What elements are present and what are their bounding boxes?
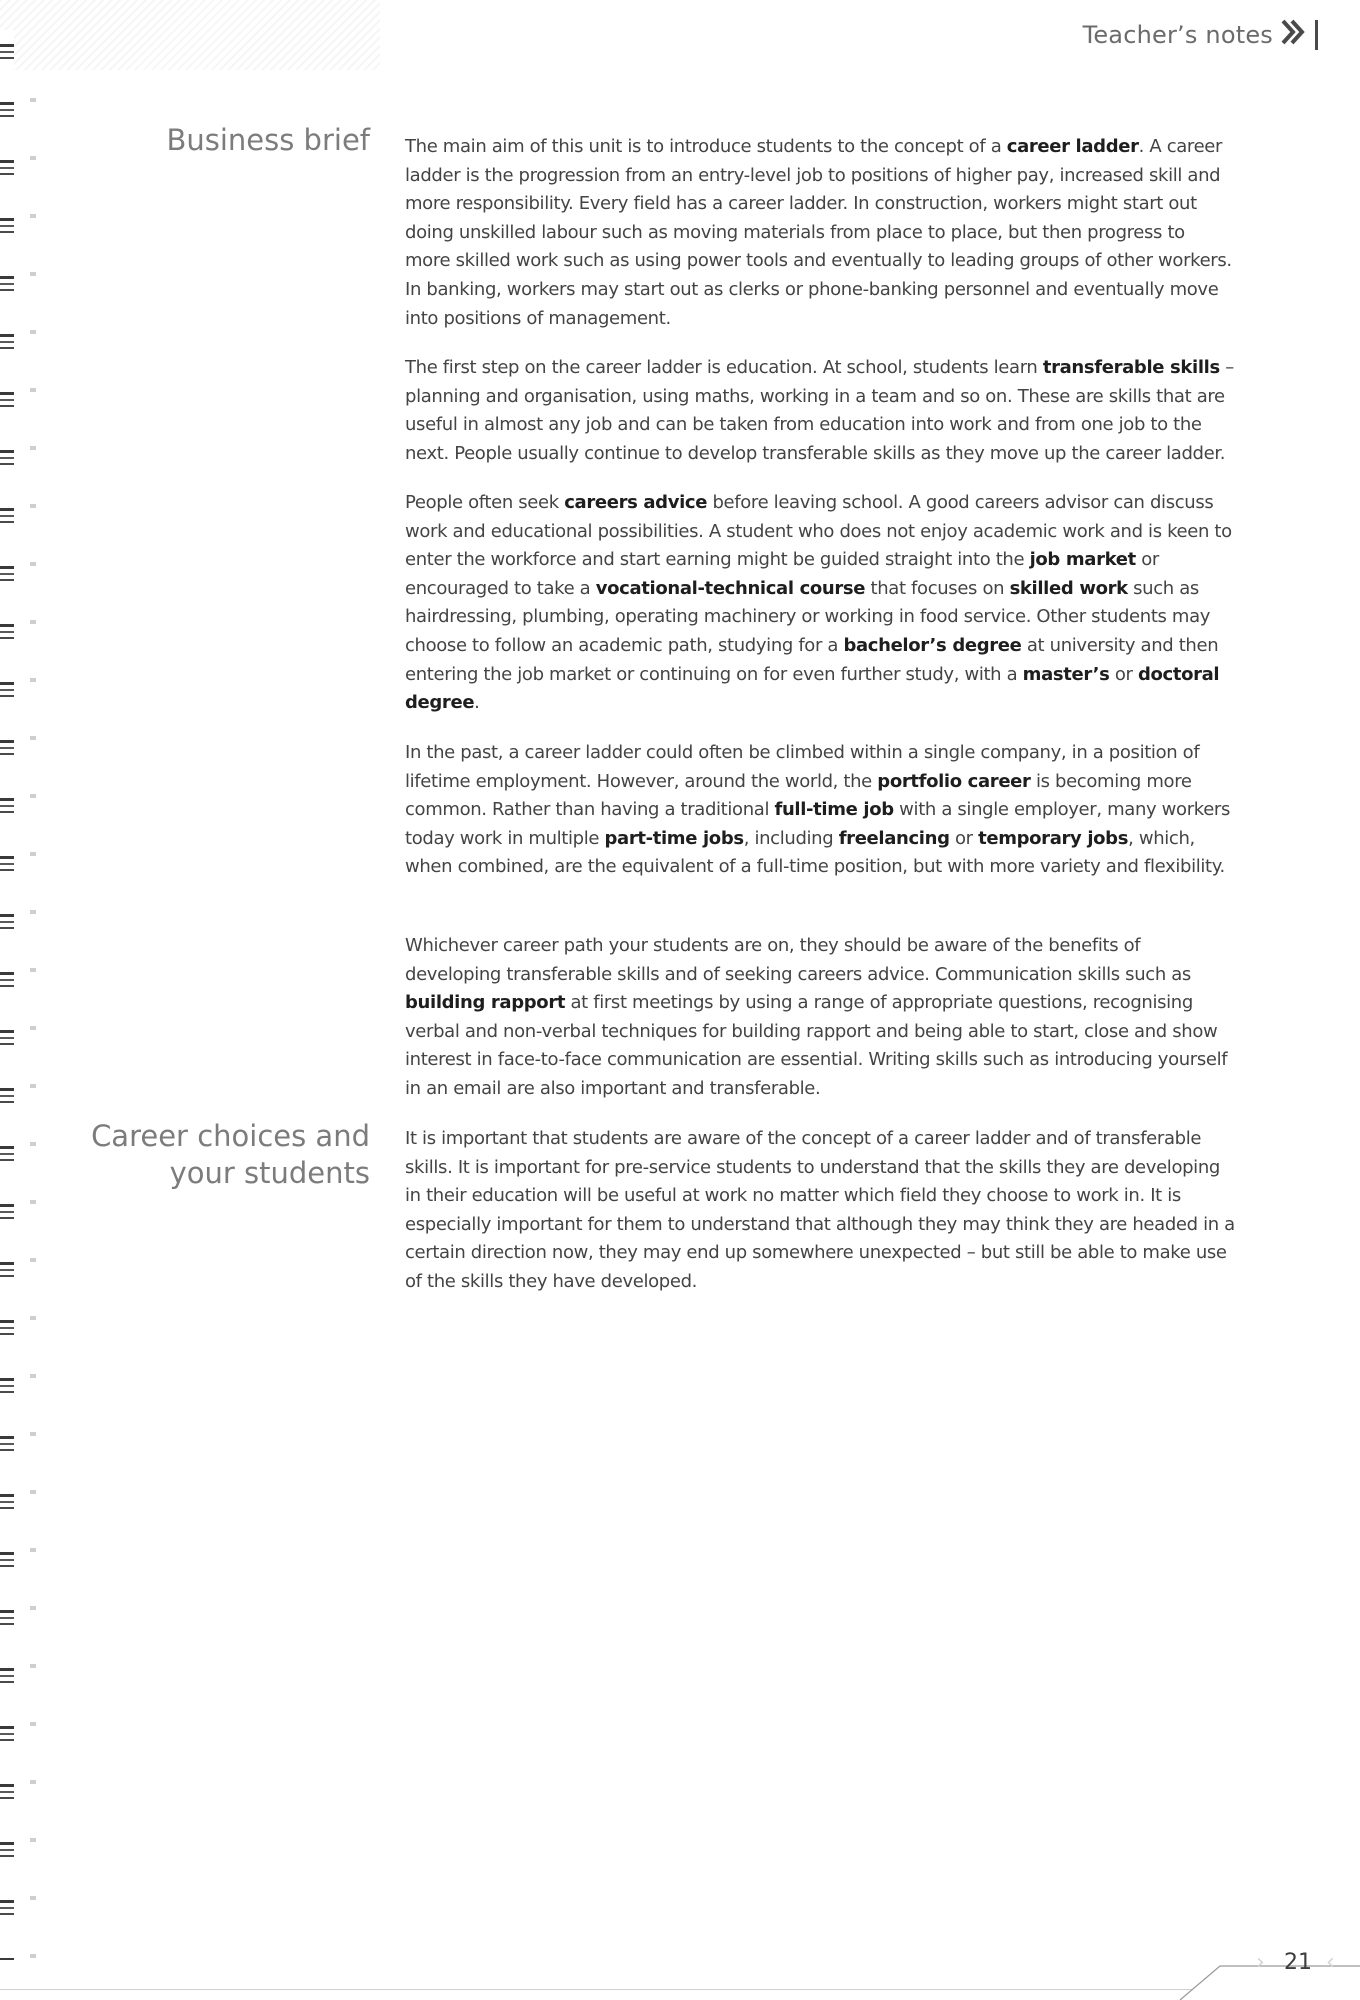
section-heading-line: Business brief — [166, 123, 370, 157]
page-header — [1083, 18, 1318, 51]
text-run: that focuses on — [865, 577, 1010, 599]
text-run: The first step on the career ladder is education. At school, students learn — [405, 357, 1043, 378]
page-number: 21 — [1284, 1950, 1312, 1975]
key-term: freelancing — [838, 827, 950, 849]
binding-shadow-marks — [30, 80, 36, 1960]
text-run: People often seek — [405, 492, 565, 513]
key-term: careers advice — [564, 492, 708, 513]
section-heading-line: Career choices and — [91, 1119, 370, 1153]
text-run: or — [1109, 663, 1138, 685]
double-chevron-right-icon — [1281, 18, 1307, 51]
text-run: , including — [743, 827, 839, 849]
key-term: master’s — [1022, 663, 1110, 685]
text-run: In the past, a career ladder could often be climbed within a single company, in a position of lifetime employment. However, around the world, the — [405, 742, 1200, 792]
spiral-binding-marks — [0, 30, 14, 1960]
header-background-pattern — [0, 0, 380, 70]
key-term: doctoral degree — [405, 663, 1220, 714]
header-title: Teacher’s notes — [1082, 20, 1273, 49]
text-run: It is important that students are aware of the concept of a career ladder and of transferable skills. It is important for pre-service students to understand that the skills they are developing in their education will be useful at work no matter which field they choose to work in. It is especially important for them to understand that although they may think they are headed in a certain direction now, they may end up somewhere unexpected – but still be able to make use of the skills they have developed. — [405, 1128, 1235, 1292]
key-term: building rapport — [405, 992, 566, 1014]
paragraph-transferable-skills — [405, 354, 1235, 468]
key-term: vocational-technical course — [595, 577, 866, 599]
text-run: at first meetings by using a range of appropriate questions, recognising verbal and non-verbal techniques for building rapport and being able to start, close and show interest in face-to-face communication are essential. Writing skills such as introducing yourself in an email are also important and transferable. — [405, 992, 1228, 1099]
section-heading-career-choices — [91, 1118, 370, 1192]
text-run: at university and then entering the job market or continuing on for even further study, with a — [405, 634, 1219, 685]
text-run: is becoming more common. Rather than having a traditional — [405, 770, 1192, 821]
text-run: . — [474, 692, 480, 714]
key-term: full-time job — [774, 799, 894, 821]
text-run: or — [949, 827, 979, 849]
header-divider — [1315, 20, 1318, 50]
text-run: , which, when combined, are the equivalent of a full-time position, but with more variety and flexibility. — [405, 827, 1225, 878]
key-term: job market — [1029, 549, 1136, 571]
text-run: or encouraged to take a — [405, 549, 1159, 599]
key-term: temporary jobs — [978, 827, 1129, 849]
paragraph-portfolio-career — [405, 739, 1235, 882]
text-run: . A career ladder is the progression from an entry-level job to positions of higher pay, increased skill and more responsibility. Every field has a career ladder. In construction, workers might start out doing unskilled labour such as moving materials from place to place, but then progress to more skilled work such as using power tools and eventually to leading groups of other workers. In banking, workers may start out as clerks or phone-banking personnel and eventually move into positions of management. — [405, 136, 1232, 329]
page-chevron-left-icon: › — [1256, 1950, 1265, 1975]
key-term: bachelor’s degree — [843, 634, 1022, 656]
key-term: portfolio career — [877, 770, 1031, 792]
text-run: before leaving school. A good careers advisor can discuss work and educational possibilities. A student who does not enjoy academic work and is keen to enter the workforce and start earning might be guided straight into the — [405, 492, 1232, 571]
text-run: with a single employer, many workers today work in multiple — [405, 799, 1230, 849]
section-heading-line: your students — [169, 1156, 370, 1190]
text-run: such as hairdressing, plumbing, operating machinery or working in food service. Other students may choose to follow an academic path, studying for a — [405, 577, 1211, 656]
paragraph-careers-advice — [405, 489, 1235, 718]
key-term: skilled work — [1009, 577, 1128, 599]
key-term: part-time jobs — [604, 827, 744, 849]
paragraph-career-ladder — [405, 133, 1235, 333]
key-term: career ladder — [1006, 136, 1139, 157]
paragraph-career-choices — [405, 1125, 1235, 1297]
footer-rule — [0, 1989, 1192, 1990]
paragraph-building-rapport — [405, 932, 1235, 1104]
page-chevron-right-icon: ‹ — [1326, 1950, 1335, 1975]
text-run: The main aim of this unit is to introduce students to the concept of a — [405, 136, 1007, 157]
key-term: transferable skills — [1042, 357, 1220, 378]
section-heading-business-brief — [166, 122, 370, 159]
text-run: – planning and organisation, using maths, working in a team and so on. These are skills that are useful in almost any job and can be taken from education into work and from one job to the next. People usually continue to develop transferable skills as they move up the career ladder. — [405, 357, 1234, 464]
text-run: Whichever career path your students are on, they should be aware of the benefits of developing transferable skills and of seeking careers advice. Communication skills such as — [405, 935, 1191, 985]
